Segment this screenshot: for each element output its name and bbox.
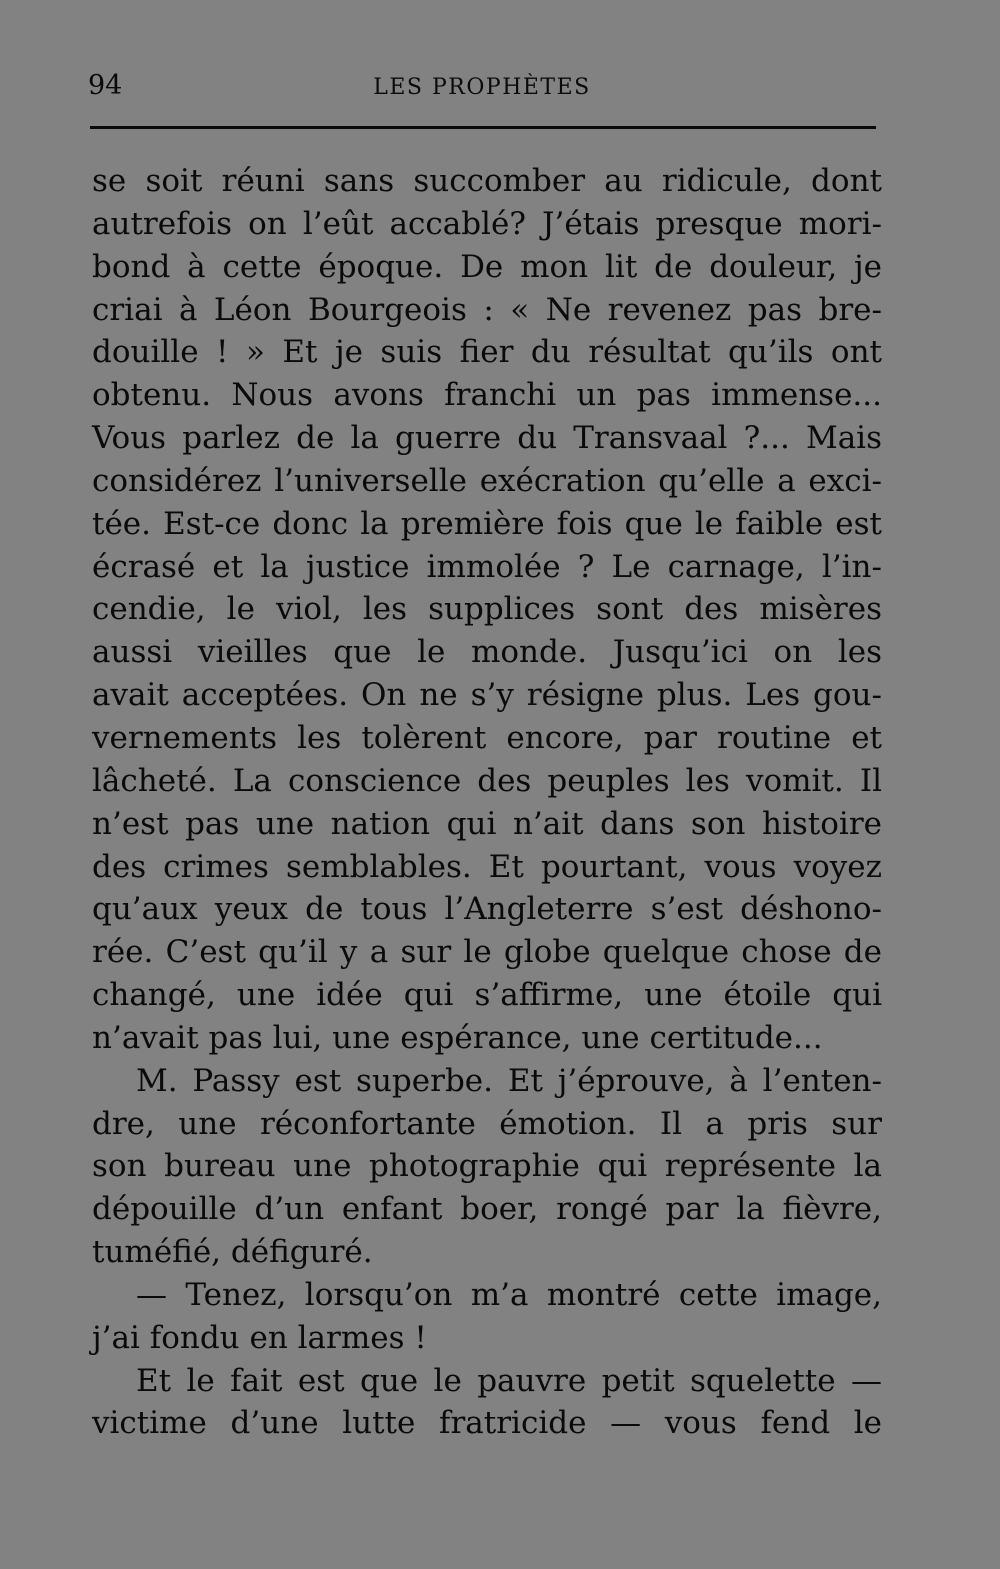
- running-head: [88, 68, 876, 108]
- text-line: lâcheté. La conscience des peuples les vomit. Il: [92, 762, 882, 799]
- text-line: autrefois on l’eût accablé? J’étais presque mori-: [92, 205, 882, 242]
- text-line: Vous parlez de la guerre du Transvaal ?... Mais: [92, 420, 882, 457]
- text-line: douille ! » Et je suis fier du résultat qu’ils ont: [92, 334, 882, 371]
- text-line: criai à Léon Bourgeois : « Ne revenez pas bre-: [92, 291, 882, 328]
- text-line: tuméfié, défiguré.: [92, 1234, 373, 1271]
- text-line: victime d’une lutte fratricide — vous fend le: [92, 1405, 882, 1442]
- text-line: des crimes semblables. Et pourtant, vous voyez: [92, 848, 882, 885]
- text-line: aussi vieilles que le monde. Jusqu’ici on les: [92, 634, 882, 671]
- text-line: tée. Est-ce donc la première fois que le faible est: [92, 505, 882, 542]
- text-line: n’avait pas lui, une espérance, une certitude...: [92, 1019, 823, 1056]
- paragraph-first-line: M. Passy est superbe. Et j’éprouve, à l’enten-: [136, 1062, 882, 1099]
- text-line: changé, une idée qui s’affirme, une étoile qui: [92, 977, 882, 1014]
- text-line: dre, une réconfortante émotion. Il a pris sur: [92, 1105, 882, 1142]
- paragraph-first-line: — Tenez, lorsqu’on m’a montré cette image,: [136, 1276, 882, 1313]
- text-line: considérez l’universelle exécration qu’elle a exci-: [92, 462, 882, 499]
- text-line: dépouille d’un enfant boer, rongé par la fièvre,: [92, 1191, 882, 1228]
- text-line: se soit réuni sans succomber au ridicule, dont: [92, 163, 882, 199]
- text-line: bond à cette époque. De mon lit de douleur, je: [92, 248, 882, 285]
- paragraph-first-line: Et le fait est que le pauvre petit squelette —: [136, 1362, 882, 1399]
- text-line: cendie, le viol, les supplices sont des misères: [92, 591, 882, 628]
- page-number: 94: [88, 70, 123, 101]
- header-rule: [90, 126, 876, 129]
- text-line: écrasé et la justice immolée ? Le carnage, l’in-: [92, 548, 882, 585]
- running-title: LES PROPHÈTES: [373, 75, 591, 100]
- text-line: n’est pas une nation qui n’ait dans son histoire: [92, 805, 882, 842]
- text-line: son bureau une photographie qui représente la: [92, 1148, 882, 1185]
- body-text: [92, 160, 882, 1445]
- text-line: qu’aux yeux de tous l’Angleterre s’est déshono-: [92, 891, 882, 928]
- text-line: vernements les tolèrent encore, par routine et: [92, 719, 882, 756]
- text-line: avait acceptées. On ne s’y résigne plus. Les gou-: [92, 677, 882, 714]
- text-line: obtenu. Nous avons franchi un pas immense...: [92, 377, 882, 414]
- text-line: j’ai fondu en larmes !: [92, 1319, 427, 1356]
- text-line: rée. C’est qu’il y a sur le globe quelque chose de: [92, 934, 882, 971]
